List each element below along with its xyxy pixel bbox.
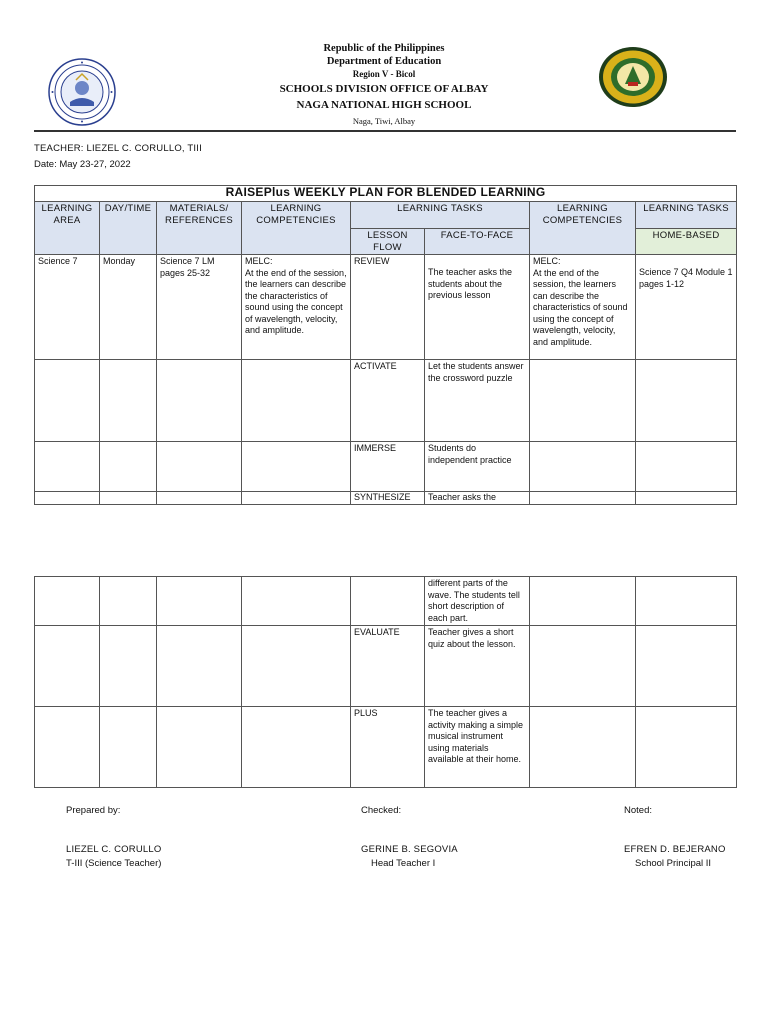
cell-flow-synthesize: SYNTHESIZE bbox=[351, 492, 425, 505]
header-line-division: SCHOOLS DIVISION OFFICE OF ALBAY bbox=[279, 83, 489, 95]
teacher-info: TEACHER: LIEZEL C. CORULLO, TIII bbox=[34, 143, 202, 154]
noted-name: EFREN D. BEJERANO bbox=[624, 844, 726, 855]
cell-f2f-review: The teacher asks the students about the previous lesson bbox=[425, 255, 530, 360]
cell-flow-immerse: IMMERSE bbox=[351, 442, 425, 492]
cell-f2f-plus: The teacher gives a activity making a simple musical instrument using materials available at their home. bbox=[425, 707, 530, 788]
checked-name: GERINE B. SEGOVIA bbox=[361, 844, 458, 855]
cell-f2f-synthesize: Teacher asks the bbox=[425, 492, 530, 505]
header-lesson-flow: LESSON FLOW bbox=[351, 229, 425, 255]
header-learning-area: LEARNING AREA bbox=[35, 202, 100, 255]
header-competencies-2: LEARNING COMPETENCIES bbox=[530, 202, 636, 255]
header-line-region: Region V - Bicol bbox=[352, 69, 416, 79]
date-info: Date: May 23-27, 2022 bbox=[34, 159, 131, 170]
weekly-plan-table-continued bbox=[34, 576, 737, 788]
header-divider bbox=[34, 130, 736, 132]
cell-home-based: Science 7 Q4 Module 1 pages 1-12 bbox=[636, 255, 737, 360]
header-line-address: Naga, Tiwi, Albay bbox=[352, 116, 416, 126]
cell-flow-plus: PLUS bbox=[351, 707, 425, 788]
header-day-time: DAY/TIME bbox=[100, 202, 157, 255]
cell-flow-activate: ACTIVATE bbox=[351, 360, 425, 442]
cell-competency: MELC: At the end of the session, the learners can describe the characteristics of sound using the concept of wavelength, velocity, and amplitude. bbox=[242, 255, 351, 360]
cell-learning-area: Science 7 bbox=[35, 255, 100, 360]
prepared-title: T-III (Science Teacher) bbox=[66, 858, 162, 869]
cell-flow-continued bbox=[351, 577, 425, 626]
checked-title: Head Teacher I bbox=[371, 858, 436, 869]
weekly-plan-table bbox=[34, 185, 737, 505]
cell-flow-review: REVIEW bbox=[351, 255, 425, 360]
header-home-based: HOME-BASED bbox=[636, 229, 737, 255]
cell-flow-evaluate: EVALUATE bbox=[351, 626, 425, 707]
cell-f2f-activate: Let the students answer the crossword puzzle bbox=[425, 360, 530, 442]
cell-f2f-evaluate: Teacher gives a short quiz about the lesson. bbox=[425, 626, 530, 707]
cell-f2f-synthesize-continued: different parts of the wave. The students tell short description of each part. bbox=[425, 577, 530, 626]
cell-day: Monday bbox=[100, 255, 157, 360]
prepared-label: Prepared by: bbox=[66, 805, 121, 816]
plan-title: RAISEPlus WEEKLY PLAN FOR BLENDED LEARNING bbox=[35, 186, 737, 202]
noted-label: Noted: bbox=[624, 805, 652, 816]
checked-label: Checked: bbox=[361, 805, 402, 816]
prepared-name: LIEZEL C. CORULLO bbox=[66, 844, 162, 855]
header-materials: MATERIALS/ REFERENCES bbox=[157, 202, 242, 255]
header-line-department: Department of Education bbox=[326, 56, 442, 67]
header-face-to-face: FACE-TO-FACE bbox=[425, 229, 530, 255]
header-line-republic: Republic of the Philippines bbox=[323, 43, 445, 54]
cell-materials: Science 7 LM pages 25-32 bbox=[157, 255, 242, 360]
noted-title: School Principal II bbox=[635, 858, 712, 869]
header-learning-tasks: LEARNING TASKS bbox=[351, 202, 530, 229]
header-learning-tasks-2: LEARNING TASKS bbox=[636, 202, 737, 229]
cell-competency-2: MELC: At the end of the session, the learners can describe the characteristics of sound using the concept of wavelength, velocity, and amplitude. bbox=[530, 255, 636, 360]
header-competencies: LEARNING COMPETENCIES bbox=[242, 202, 351, 255]
cell-f2f-immerse: Students do independent practice bbox=[425, 442, 530, 492]
header-line-school: NAGA NATIONAL HIGH SCHOOL bbox=[296, 99, 472, 111]
